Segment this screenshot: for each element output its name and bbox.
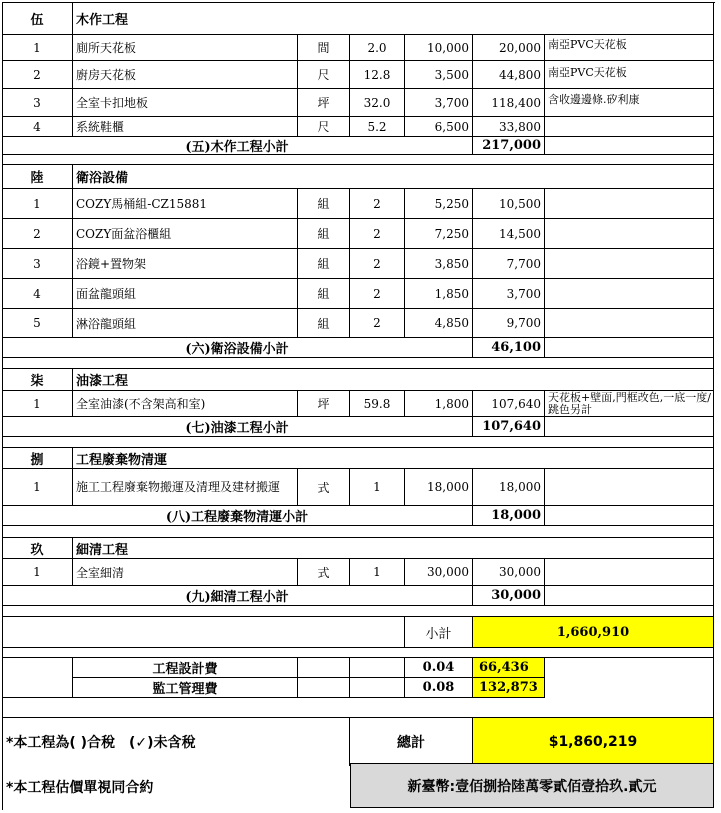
supervision-fee-value: 132,873 xyxy=(473,678,545,698)
design-fee-value: 66,436 xyxy=(473,658,545,678)
section-title: 細清工程 xyxy=(73,538,714,559)
item-unit-price: 7,250 xyxy=(405,219,473,249)
item-unit-price: 6,500 xyxy=(405,117,473,137)
empty-cell xyxy=(545,338,714,358)
item-note xyxy=(545,249,714,279)
item-unit-price: 3,500 xyxy=(405,61,473,89)
item-number: 1 xyxy=(2,189,73,219)
item-name: 系統鞋櫃 xyxy=(73,117,298,137)
item-name: COZY面盆浴櫃組 xyxy=(73,219,298,249)
item-unit: 坪 xyxy=(298,89,350,117)
item-number: 1 xyxy=(2,469,73,506)
section-title: 木作工程 xyxy=(73,2,714,35)
section-subtotal-value: 107,640 xyxy=(473,417,545,437)
supervision-fee-label: 監工管理費 xyxy=(73,678,298,698)
item-note xyxy=(545,309,714,338)
section-title: 油漆工程 xyxy=(73,369,714,391)
grand-total-label: 總計 xyxy=(350,718,473,766)
item-unit-price: 30,000 xyxy=(405,559,473,586)
section-title: 衛浴設備 xyxy=(73,165,714,189)
item-total: 118,400 xyxy=(473,89,545,117)
section-subtotal-value: 217,000 xyxy=(473,137,545,155)
item-total: 9,700 xyxy=(473,309,545,338)
item-unit: 組 xyxy=(298,249,350,279)
item-unit: 組 xyxy=(298,279,350,309)
item-total: 20,000 xyxy=(473,35,545,61)
spacer-row xyxy=(2,698,714,718)
item-note: 南亞PVC天花板 xyxy=(545,61,714,89)
empty-cell xyxy=(298,658,350,678)
item-number: 2 xyxy=(2,61,73,89)
item-name: 廚房天花板 xyxy=(73,61,298,89)
contract-note: *本工程估價單視同合約 xyxy=(6,780,154,796)
empty-cell xyxy=(2,658,73,698)
item-unit-price: 10,000 xyxy=(405,35,473,61)
spacer-row xyxy=(2,155,714,165)
item-unit: 式 xyxy=(298,559,350,586)
item-quantity: 2 xyxy=(350,309,405,338)
empty-cell xyxy=(2,617,405,648)
item-quantity: 59.8 xyxy=(350,391,405,417)
section-number: 柒 xyxy=(2,369,73,391)
item-total: 10,500 xyxy=(473,189,545,219)
item-name: 全室細清 xyxy=(73,559,298,586)
item-quantity: 32.0 xyxy=(350,89,405,117)
item-name: 全室油漆(不含架高和室) xyxy=(73,391,298,417)
section-subtotal-label: (八)工程廢棄物清運小計 xyxy=(2,506,473,526)
item-number: 1 xyxy=(2,559,73,586)
item-unit-price: 3,850 xyxy=(405,249,473,279)
item-name: 淋浴龍頭組 xyxy=(73,309,298,338)
item-quantity: 2 xyxy=(350,189,405,219)
section-number: 陸 xyxy=(2,165,73,189)
section-subtotal-label: (六)衛浴設備小計 xyxy=(2,338,473,358)
empty-cell xyxy=(545,678,714,698)
item-name: 面盆龍頭組 xyxy=(73,279,298,309)
item-name: COZY馬桶組-CZ15881 xyxy=(73,189,298,219)
item-note xyxy=(545,279,714,309)
empty-cell xyxy=(545,658,714,678)
item-total: 30,000 xyxy=(473,559,545,586)
empty-cell xyxy=(545,586,714,606)
section-number: 玖 xyxy=(2,538,73,559)
item-note xyxy=(545,219,714,249)
grand-total-value: $1,860,219 xyxy=(473,718,714,766)
tax-note: *本工程為( )合稅 (✓)未含稅 xyxy=(2,718,350,766)
item-unit: 尺 xyxy=(298,61,350,89)
item-name: 浴鏡+置物架 xyxy=(73,249,298,279)
item-note xyxy=(545,559,714,586)
item-number: 1 xyxy=(2,391,73,417)
section-title: 工程廢棄物清運 xyxy=(73,448,714,469)
section-subtotal-label: (七)油漆工程小計 xyxy=(2,417,473,437)
empty-cell xyxy=(545,506,714,526)
item-total: 33,800 xyxy=(473,117,545,137)
item-unit-price: 4,850 xyxy=(405,309,473,338)
section-number: 捌 xyxy=(2,448,73,469)
item-quantity: 5.2 xyxy=(350,117,405,137)
item-note xyxy=(545,189,714,219)
item-number: 3 xyxy=(2,89,73,117)
spacer-row xyxy=(2,526,714,538)
item-unit-price: 5,250 xyxy=(405,189,473,219)
empty-cell xyxy=(298,678,350,698)
empty-cell xyxy=(545,137,714,155)
empty-cell xyxy=(350,678,405,698)
item-quantity: 2 xyxy=(350,249,405,279)
empty-cell xyxy=(545,417,714,437)
item-total: 18,000 xyxy=(473,469,545,506)
item-total: 3,700 xyxy=(473,279,545,309)
item-quantity: 1 xyxy=(350,559,405,586)
item-unit-price: 1,800 xyxy=(405,391,473,417)
section-subtotal-value: 18,000 xyxy=(473,506,545,526)
item-unit: 間 xyxy=(298,35,350,61)
spacer-row xyxy=(2,358,714,369)
item-unit-price: 18,000 xyxy=(405,469,473,506)
item-note: 南亞PVC天花板 xyxy=(545,35,714,61)
item-total: 7,700 xyxy=(473,249,545,279)
section-number: 伍 xyxy=(2,2,73,35)
item-quantity: 2 xyxy=(350,279,405,309)
section-subtotal-value: 46,100 xyxy=(473,338,545,358)
section-subtotal-label: (五)木作工程小計 xyxy=(2,137,473,155)
item-number: 3 xyxy=(2,249,73,279)
item-number: 4 xyxy=(2,117,73,137)
item-quantity: 2 xyxy=(350,219,405,249)
item-unit-price: 1,850 xyxy=(405,279,473,309)
item-unit-price: 3,700 xyxy=(405,89,473,117)
total-in-words: 新臺幣:壹佰捌拾陸萬零貳佰壹拾玖.貳元 xyxy=(350,763,714,808)
item-note: 天花板+壁面,門框改色,一底一度/跳色另計 xyxy=(545,391,714,417)
item-number: 5 xyxy=(2,309,73,338)
item-name: 廁所天花板 xyxy=(73,35,298,61)
item-note xyxy=(545,117,714,137)
item-name: 施工工程廢棄物搬運及清理及建材搬運 xyxy=(73,469,298,506)
item-number: 1 xyxy=(2,35,73,61)
spacer-row xyxy=(2,437,714,448)
section-subtotal-value: 30,000 xyxy=(473,586,545,606)
spacer-row xyxy=(2,648,714,658)
item-unit: 坪 xyxy=(298,391,350,417)
empty-cell xyxy=(350,658,405,678)
design-fee-label: 工程設計費 xyxy=(73,658,298,678)
item-unit: 組 xyxy=(298,309,350,338)
item-quantity: 12.8 xyxy=(350,61,405,89)
item-number: 2 xyxy=(2,219,73,249)
section-subtotal-label: (九)細清工程小計 xyxy=(2,586,473,606)
item-number: 4 xyxy=(2,279,73,309)
item-unit: 組 xyxy=(298,189,350,219)
item-note: 含收邊邊條.矽利康 xyxy=(545,89,714,117)
item-total: 14,500 xyxy=(473,219,545,249)
item-unit: 組 xyxy=(298,219,350,249)
subtotal-value: 1,660,910 xyxy=(473,617,714,648)
item-quantity: 2.0 xyxy=(350,35,405,61)
subtotal-label: 小計 xyxy=(405,617,473,648)
spacer-row xyxy=(2,606,714,617)
item-name: 全室卡扣地板 xyxy=(73,89,298,117)
design-fee-rate: 0.04 xyxy=(405,658,473,678)
item-unit: 式 xyxy=(298,469,350,506)
item-quantity: 1 xyxy=(350,469,405,506)
item-total: 44,800 xyxy=(473,61,545,89)
item-unit: 尺 xyxy=(298,117,350,137)
item-note xyxy=(545,469,714,506)
supervision-fee-rate: 0.08 xyxy=(405,678,473,698)
item-total: 107,640 xyxy=(473,391,545,417)
